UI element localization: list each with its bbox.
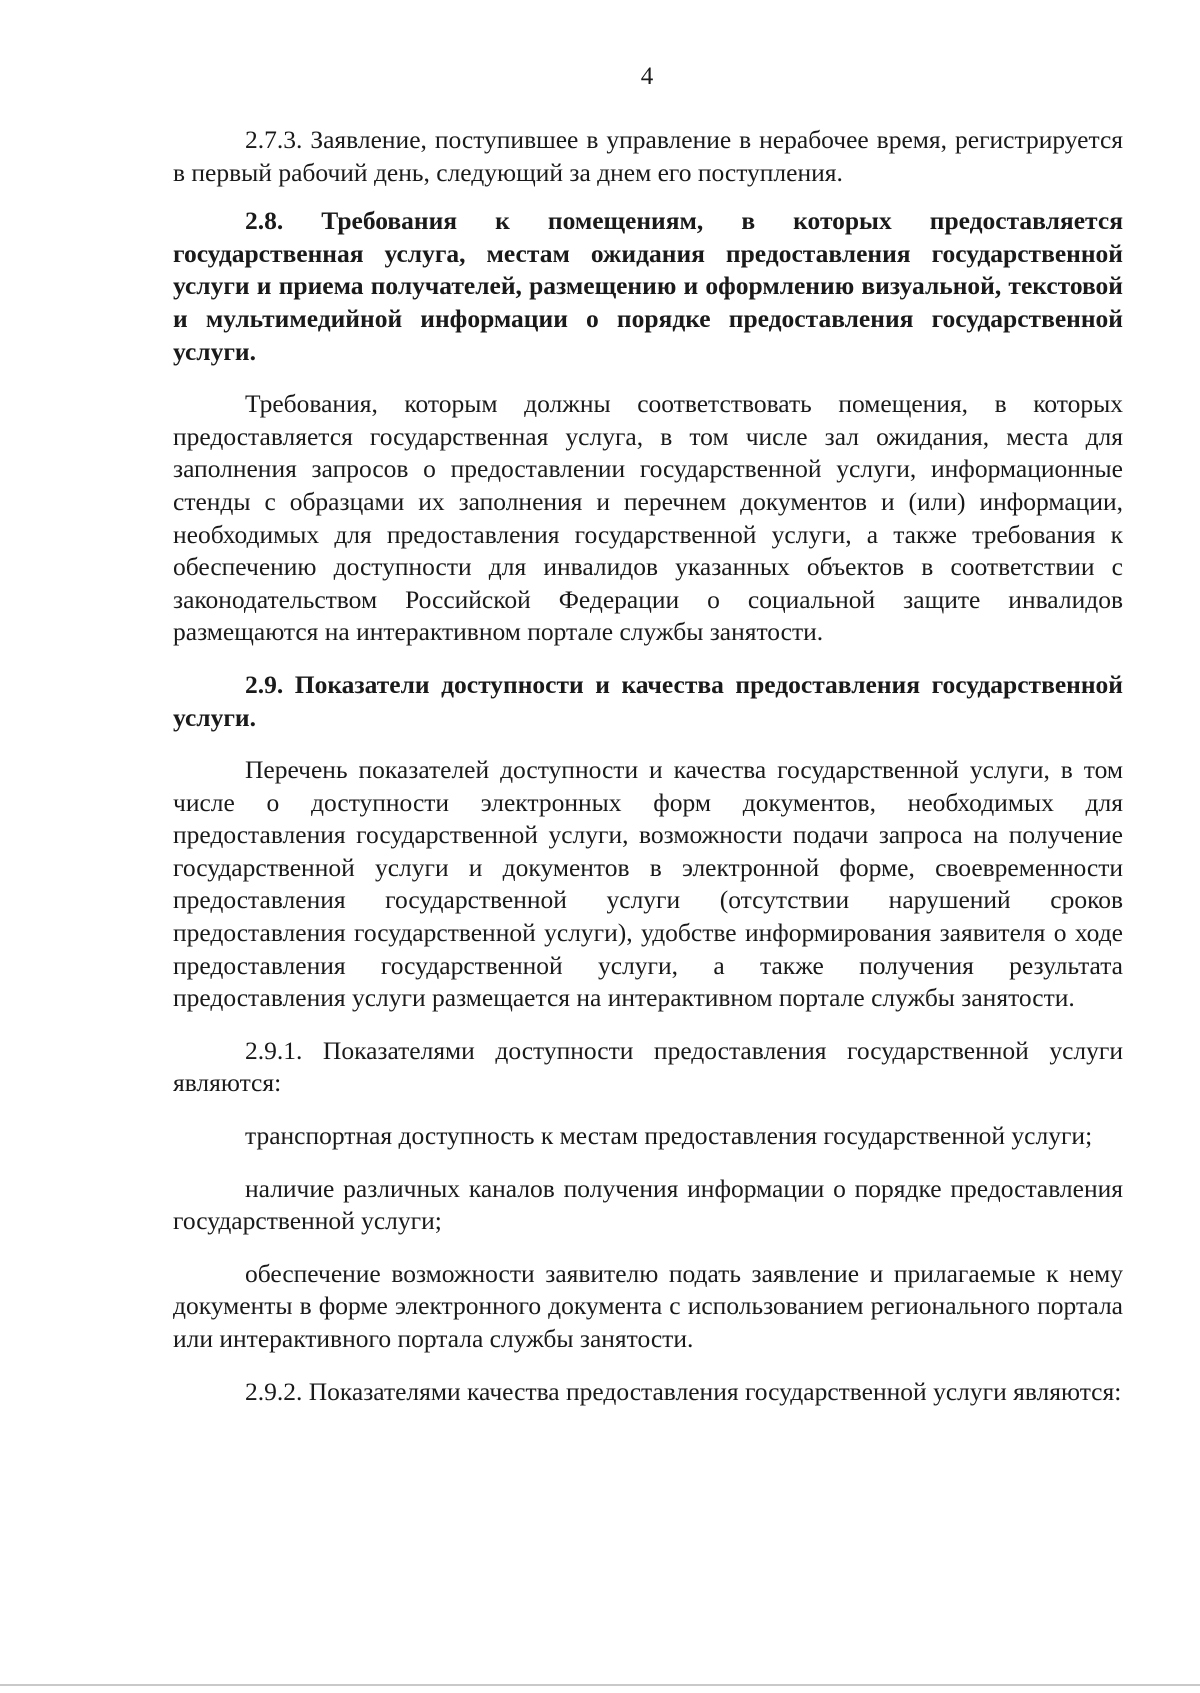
document-body xyxy=(173,124,1123,1408)
page-number: 4 xyxy=(640,63,654,90)
list-item-info-channels: наличие различных каналов получения информации о порядке предоставления государственной услуги; xyxy=(173,1173,1123,1236)
paragraph-premises-requirements: Требования, которым должны соответствовать помещения, в которых предоставляется государственная услуга, в том числе зал ожидания, места для заполнения запросов о предоставлении государственной услуги, информационные стенды с образцами их заполнения и перечнем документов и (или) информации, необходимых для предоставления государственной услуги, а также требования к обеспечению доступности для инвалидов указанных объектов в соответствии с законодательством Российской Федерации о социальной защите инвалидов размещаются на интерактивном портале службы занятости. xyxy=(173,389,1123,647)
paragraph-2-7-3: 2.7.3. Заявление, поступившее в управление в нерабочее время, регистрируется в первый рабочий день, следующий за днем его поступления. xyxy=(173,125,1123,187)
list-item-transport-access: транспортная доступность к местам предоставления государственной услуги; xyxy=(245,1121,1093,1151)
paragraph-2-9-1: 2.9.1. Показателями доступности предоставления государственной услуги являются: xyxy=(173,1035,1123,1098)
scan-bottom-edge xyxy=(0,1684,1200,1686)
section-heading-2-8: 2.8. Требования к помещениям, в которых предоставляется государственная услуга, местам ожидания предоставления государственной услуги и приема получателей, размещению и оформлению визуальной, текстовой и мультимедийной информации о порядке предоставления государственной услуги. xyxy=(173,206,1123,366)
list-item-electronic-submission: обеспечение возможности заявителю подать заявление и прилагаемые к нему документы в форме электронного документа с использованием регионального портала или интерактивного портала службы занятости. xyxy=(173,1258,1123,1353)
paragraph-2-9-2: 2.9.2. Показателями качества предоставления государственной услуги являются: xyxy=(245,1376,1122,1406)
section-heading-2-9: 2.9. Показатели доступности и качества предоставления государственной услуги. xyxy=(173,669,1123,732)
paragraph-indicators-list: Перечень показателей доступности и качества государственной услуги, в том числе о доступности электронных форм документов, необходимых для предоставления государственной услуги, возможности подачи запроса на получение государственной услуги и документов в электронной форме, своевременности предоставления государственной услуги (отсутствии нарушений сроков предоставления государственной услуги), удобстве информирования заявителя о ходе предоставления государственной услуги, а также получения результата предоставления услуги размещается на интерактивном портале службы занятости. xyxy=(173,755,1123,1013)
